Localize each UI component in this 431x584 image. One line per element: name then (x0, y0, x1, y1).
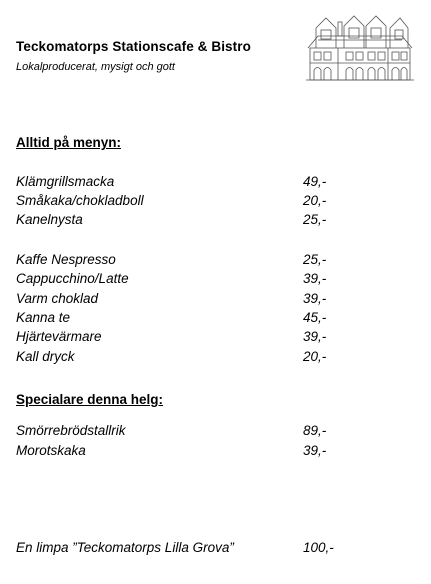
bread-item-price: 100,- (303, 540, 334, 555)
bread-item-name: En limpa ”Teckomatorps Lilla Grova” (16, 540, 234, 555)
section-heading-always: Alltid på menyn: (16, 135, 122, 150)
menu-item-price: 39,- (303, 291, 327, 306)
menu-item-price: 39,- (303, 443, 327, 458)
menu-item-name: Hjärtevärmare (16, 329, 102, 344)
menu-item-name: Varm choklad (16, 291, 99, 306)
menu-item-name: Kanelnysta (16, 212, 83, 227)
menu-item-name: Klämgrillsmacka (16, 174, 115, 189)
menu-item-name: Cappucchino/Latte (16, 271, 129, 286)
menu-item-name: Kall dryck (16, 349, 75, 364)
menu-item-price: 20,- (303, 349, 327, 364)
menu-item-price: 20,- (303, 193, 327, 208)
menu-item-price: 89,- (303, 423, 327, 438)
station-building-icon (304, 14, 416, 82)
menu-item-name: Kaffe Nespresso (16, 252, 116, 267)
menu-item-name: Morotskaka (16, 443, 86, 458)
menu-item-price: 39,- (303, 271, 327, 286)
menu-item-name: Småkaka/chokladboll (16, 193, 144, 208)
menu-item-price: 39,- (303, 329, 327, 344)
menu-item-price: 49,- (303, 174, 327, 189)
page-title: Teckomatorps Stationscafe & Bistro (16, 39, 251, 54)
menu-item-name: Kanna te (16, 310, 71, 325)
menu-item-price: 25,- (303, 212, 327, 227)
menu-item-name: Smörrebrödstallrik (16, 423, 126, 438)
menu-item-price: 25,- (303, 252, 327, 267)
section-heading-specials: Specialare denna helg: (16, 392, 164, 407)
menu-item-price: 45,- (303, 310, 327, 325)
page-subtitle: Lokalproducerat, mysigt och gott (16, 61, 175, 73)
